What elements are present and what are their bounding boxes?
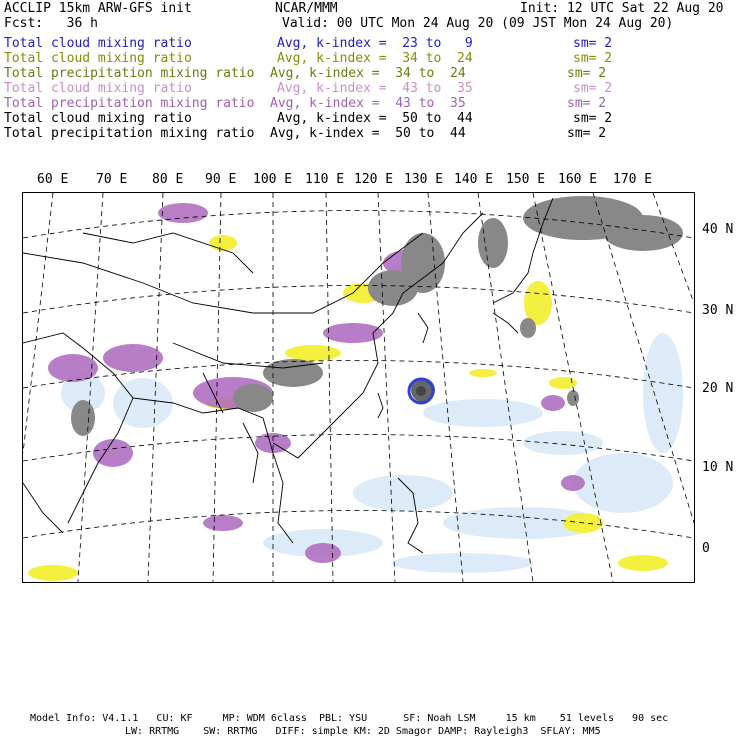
- legend-avg: Avg, k-index = 34 to 24: [277, 51, 473, 66]
- map-panel: [22, 192, 695, 583]
- lon-label: 100 E: [253, 172, 293, 187]
- legend-field: Total precipitation mixing ratio: [4, 66, 255, 81]
- lat-label: 0: [702, 541, 710, 556]
- forecast-hour: Fcst: 36 h: [4, 16, 98, 31]
- valid-time: Valid: 00 UTC Mon 24 Aug 20 (09 JST Mon 24 Aug 20): [282, 16, 674, 31]
- lon-label: 150 E: [506, 172, 546, 187]
- lon-label: 80 E: [152, 172, 184, 187]
- legend-sm: sm= 2: [573, 81, 613, 96]
- legend-sm: sm= 2: [567, 66, 607, 81]
- legend-sm: sm= 2: [573, 36, 613, 51]
- init-time: Init: 12 UTC Sat 22 Aug 20: [520, 1, 724, 16]
- lon-label: 130 E: [404, 172, 444, 187]
- legend-field: Total cloud mixing ratio: [4, 51, 192, 66]
- map-svg: [23, 193, 694, 582]
- legend-avg: Avg, k-index = 43 to 35: [270, 96, 466, 111]
- legend-sm: sm= 2: [573, 51, 613, 66]
- legend-sm: sm= 2: [567, 96, 607, 111]
- lat-label: 20 N: [702, 381, 734, 396]
- lon-label: 60 E: [37, 172, 69, 187]
- lon-label: 90 E: [205, 172, 237, 187]
- legend-field: Total cloud mixing ratio: [4, 111, 192, 126]
- lat-label: 30 N: [702, 303, 734, 318]
- lat-label: 40 N: [702, 222, 734, 237]
- model-info-line2: LW: RRTMG SW: RRTMG DIFF: simple KM: 2D Smagor DAMP: Rayleigh3 SFLAY: MM5: [125, 726, 601, 737]
- lon-label: 170 E: [613, 172, 653, 187]
- legend-avg: Avg, k-index = 43 to 35: [277, 81, 473, 96]
- legend-field: Total cloud mixing ratio: [4, 36, 192, 51]
- legend-field: Total precipitation mixing ratio: [4, 126, 255, 141]
- model-title: ACCLIP 15km ARW-GFS init: [4, 1, 192, 16]
- legend-avg: Avg, k-index = 50 to 44: [270, 126, 466, 141]
- center-label: NCAR/MMM: [275, 1, 338, 16]
- legend-field: Total precipitation mixing ratio: [4, 96, 255, 111]
- legend-avg: Avg, k-index = 34 to 24: [270, 66, 466, 81]
- lat-label: 10 N: [702, 460, 734, 475]
- lon-label: 160 E: [558, 172, 598, 187]
- legend-sm: sm= 2: [567, 126, 607, 141]
- legend-sm: sm= 2: [573, 111, 613, 126]
- lon-label: 70 E: [96, 172, 128, 187]
- lon-label: 140 E: [454, 172, 494, 187]
- legend-field: Total cloud mixing ratio: [4, 81, 192, 96]
- lon-label: 110 E: [305, 172, 345, 187]
- model-info-line1: Model Info: V4.1.1 CU: KF MP: WDM 6class PBL: YSU SF: Noah LSM 15 km 51 levels 90 sec: [30, 713, 669, 724]
- legend-avg: Avg, k-index = 50 to 44: [277, 111, 473, 126]
- legend-avg: Avg, k-index = 23 to 9: [277, 36, 473, 51]
- light-blue-field: [61, 333, 683, 573]
- lon-label: 120 E: [354, 172, 394, 187]
